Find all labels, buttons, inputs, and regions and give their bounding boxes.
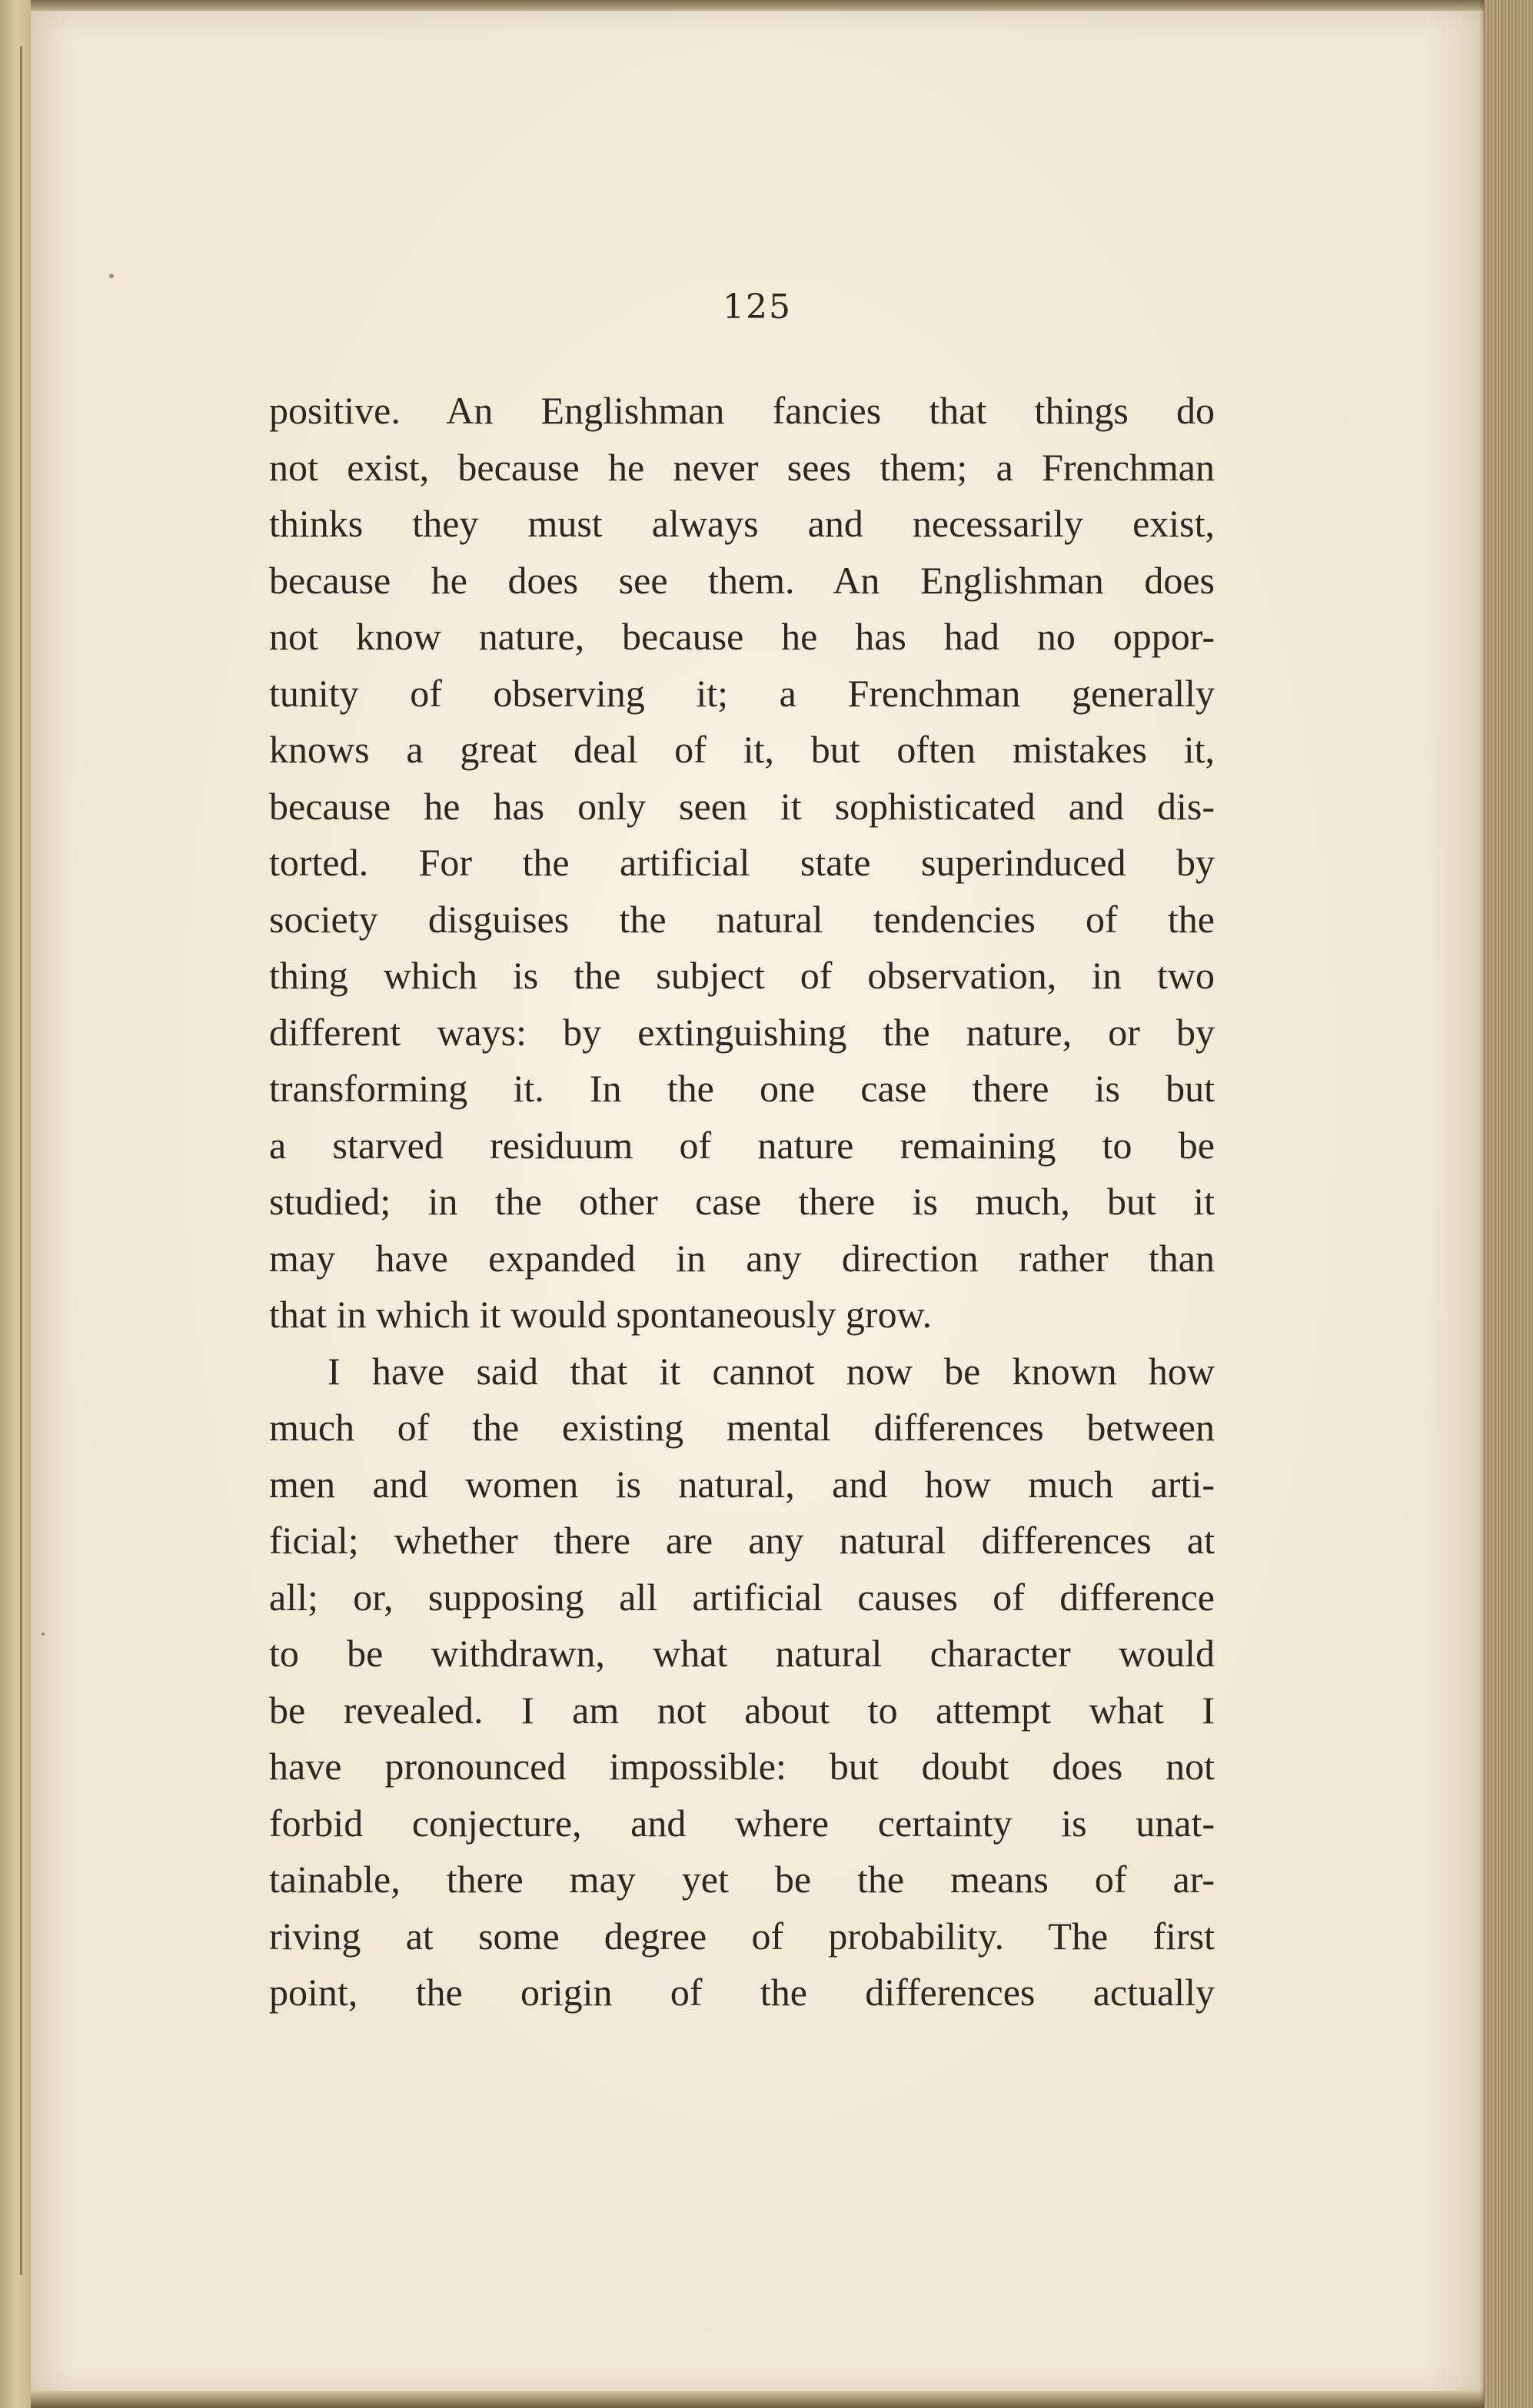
page-bottom-edge [31,2391,1484,2408]
text-line: to be withdrawn, what natural character would [269,1632,1215,1675]
text-line: not exist, because he never sees them; a Frenchman [269,445,1215,489]
text-line: much of the existing mental differences between [269,1406,1215,1449]
text-line: thinks they must always and necessarily exist, [269,502,1215,545]
text-line: because he does see them. An Englishman does [269,558,1215,602]
text-line: men and women is natural, and how much arti- [269,1462,1215,1506]
text-line: riving at some degree of probability. The first [269,1914,1215,1958]
text-line: tunity of observing it; a Frenchman generally [269,671,1215,715]
text-line: because he has only seen it sophisticated and dis- [269,784,1215,828]
book-fore-edge [1484,0,1533,2408]
book-page [31,11,1484,2393]
text-line: tainable, there may yet be the means of ar- [269,1858,1215,1901]
text-line: may have expanded in any direction rather than [269,1236,1215,1280]
text-line: thing which is the subject of observation, in two [269,954,1215,997]
text-line: all; or, supposing all artificial causes of difference [269,1575,1215,1619]
text-line: knows a great deal of it, but often mistakes it, [269,728,1215,771]
text-line: transforming it. In the one case there is but [269,1067,1215,1110]
text-line: different ways: by extinguishing the nature, or by [269,1010,1215,1054]
paragraph-start-line: I have said that it cannot now be known how [328,1349,1215,1393]
binding-line [20,46,22,2275]
text-line: ficial; whether there are any natural differences at [269,1519,1215,1562]
page-number: 125 [723,287,792,327]
paper-speck [42,1632,45,1636]
text-line: torted. For the artificial state superinduced by [269,841,1215,884]
book-gutter [0,0,31,2408]
text-line: be revealed. I am not about to attempt what I [269,1688,1215,1732]
text-line: forbid conjecture, and where certainty is unat- [269,1801,1215,1845]
text-line: positive. An Englishman fancies that things do [269,389,1215,432]
text-line: have pronounced impossible: but doubt does not [269,1745,1215,1788]
paper-speck [109,274,114,278]
text-line: a starved residuum of nature remaining to be [269,1123,1215,1167]
body-text [269,383,1215,2021]
text-line: studied; in the other case there is much, but it [269,1180,1215,1223]
paragraph-end-line: that in which it would spontaneously grow. [269,1293,932,1336]
text-line: not know nature, because he has had no oppor- [269,615,1215,658]
text-line: society disguises the natural tendencies of the [269,897,1215,941]
text-line: point, the origin of the differences actually [269,1971,1215,2014]
